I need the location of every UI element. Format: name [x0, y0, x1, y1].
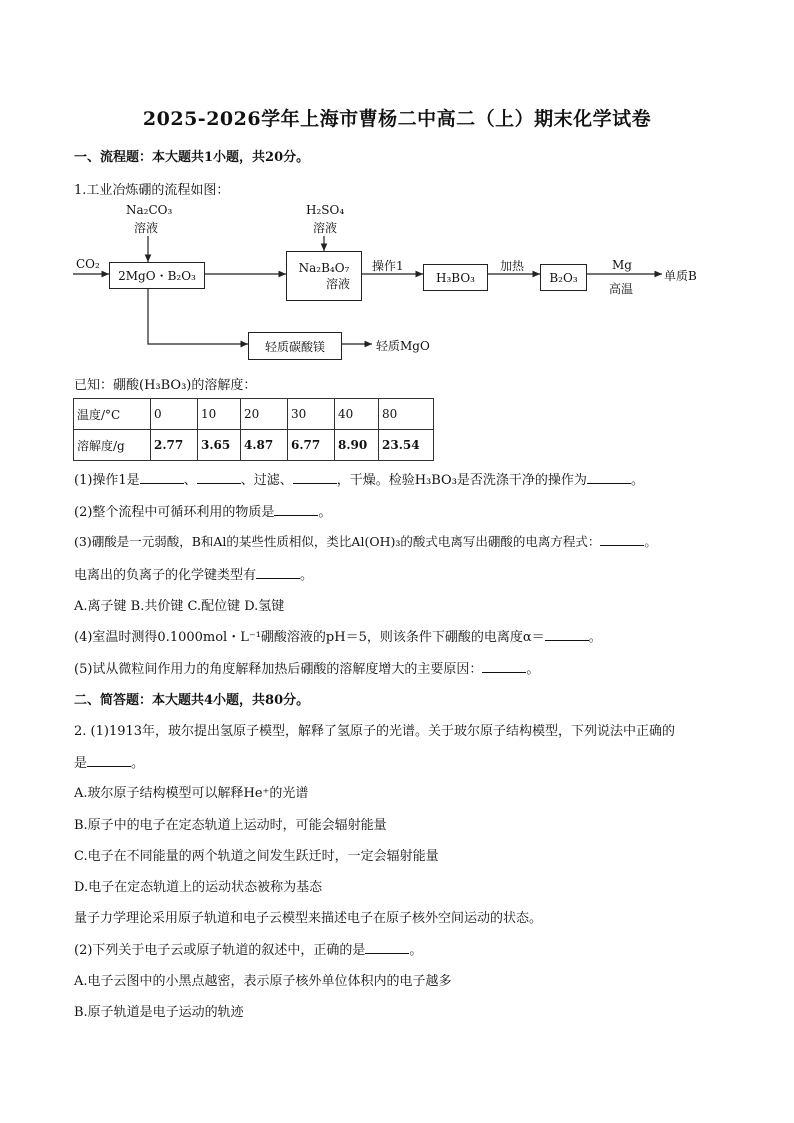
- input-co2: CO₂: [76, 257, 100, 271]
- table-cell: 溶解度/g: [74, 430, 151, 461]
- page-title: 2025-2026学年上海市曹杨二中高二（上）期末化学试卷: [142, 108, 652, 130]
- answer-blank[interactable]: [256, 566, 300, 579]
- known-text: 已知：硼酸(H₃BO₃)的溶解度：: [74, 378, 257, 393]
- text: (1)操作1是: [74, 473, 140, 488]
- table-row: [74, 430, 434, 461]
- table-cell: 80: [379, 399, 434, 430]
- text: 是: [74, 756, 88, 771]
- q2-option-b: B.原子中的电子在定态轨道上运动时，可能会辐射能量: [74, 818, 387, 833]
- box-b2o3-label: B₂O₃: [549, 270, 578, 285]
- table-cell: 10: [198, 399, 241, 430]
- label-heat: 加热: [500, 259, 525, 273]
- q1-part3: [74, 532, 657, 550]
- reagent-h2so4-formula: H₂SO₄: [306, 203, 345, 217]
- answer-blank[interactable]: [87, 754, 131, 767]
- answer-blank[interactable]: [600, 533, 644, 546]
- solubility-table: [73, 398, 434, 461]
- text: 。: [630, 473, 644, 488]
- table-cell: 4.87: [241, 430, 288, 461]
- q1-part3-options: A.离子键 B.共价键 C.配位键 D.氢键: [74, 599, 285, 614]
- table-cell: 3.65: [198, 430, 241, 461]
- q1-part5: [74, 658, 539, 677]
- box-b2o3: [540, 264, 587, 291]
- table-cell: 40: [335, 399, 379, 430]
- answer-blank[interactable]: [274, 503, 318, 516]
- text: (5)试从微粒间作用力的角度解释加热后硼酸的溶解度增大的主要原因：: [74, 662, 483, 677]
- table-cell: 0: [151, 399, 198, 430]
- text: ，干燥。检验H₃BO₃是否洗涤干净的操作为: [336, 473, 587, 488]
- text: 。: [644, 534, 657, 549]
- product-boron: 单质B: [664, 269, 697, 283]
- answer-blank[interactable]: [293, 471, 337, 484]
- table-cell: 6.77: [288, 430, 335, 461]
- question1-intro: 1.工业冶炼硼的流程如图：: [74, 183, 230, 198]
- answer-blank[interactable]: [587, 471, 631, 484]
- reagent-na2co3-state: 溶液: [134, 221, 159, 235]
- box-borax-formula: Na₂B₄O₇: [298, 260, 350, 275]
- q1-part2: [74, 501, 331, 520]
- box-light-mgco3-label: 轻质碳酸镁: [264, 339, 325, 354]
- table-cell: 23.54: [379, 430, 434, 461]
- q1-part3-bond: [74, 564, 313, 583]
- text: (3)硼酸是一元弱酸，B和Al的某些性质相似，类比Al(OH)₃的酸式电离写出硼酸的电离方程式：: [74, 534, 601, 549]
- label-high-temp: 高温: [609, 282, 634, 296]
- text: (4)室温时测得0.1000mol・L⁻¹硼酸溶液的pH＝5，则该条件下硼酸的电离度α＝: [74, 630, 545, 645]
- text: 。: [318, 505, 332, 520]
- q2-paragraph: 量子力学理论采用原子轨道和电子云模型来描述电子在原子核外空间运动的状态。: [74, 911, 543, 926]
- reagent-h2so4-state: 溶液: [313, 221, 338, 235]
- q2-part2-option-a: A.电子云图中的小黑点越密，表示原子核外单位体积内的电子越多: [74, 974, 452, 989]
- label-op1: 操作1: [372, 259, 404, 273]
- box-light-mgco3: [248, 332, 342, 360]
- text: 。: [409, 943, 423, 958]
- box-borax-solution: [286, 251, 362, 301]
- q1-part1: [74, 469, 644, 488]
- text: 、: [183, 473, 197, 488]
- table-cell: 2.77: [151, 430, 198, 461]
- text: 。: [131, 756, 145, 771]
- answer-blank[interactable]: [365, 941, 409, 954]
- box-h3bo3: [423, 264, 488, 291]
- q2-part2-option-b: B.原子轨道是电子运动的轨迹: [74, 1005, 244, 1020]
- table-cell: 30: [288, 399, 335, 430]
- answer-blank[interactable]: [197, 471, 241, 484]
- reagent-na2co3-formula: Na₂CO₃: [126, 203, 173, 217]
- box-h3bo3-label: H₃BO₃: [436, 270, 475, 285]
- q2-line2: [74, 752, 144, 771]
- text: (2)下列关于电子云或原子轨道的叙述中，正确的是: [74, 943, 366, 958]
- q2-part2: [74, 939, 422, 958]
- box-mgo-b2o3: [109, 262, 205, 289]
- q2-line1: 2. (1)1913年，玻尔提出氢原子模型，解释了氢原子的光谱。关于玻尔原子结构模型，下列说法中正确的: [74, 724, 676, 739]
- answer-blank[interactable]: [140, 471, 184, 484]
- table-row: [74, 399, 434, 430]
- text: 、过滤、: [240, 473, 293, 488]
- arrow-branch-down: [148, 287, 248, 344]
- box-mgo-b2o3-label: 2MgO・B₂O₃: [118, 269, 196, 283]
- q1-part4: [74, 626, 602, 645]
- table-cell: 温度/°C: [74, 399, 151, 430]
- text: 。: [300, 568, 314, 583]
- text: (2)整个流程中可循环利用的物质是: [74, 505, 275, 520]
- section1-header: 一、流程题：本大题共1小题，共20分。: [74, 150, 310, 165]
- text: 电离出的负离子的化学键类型有: [74, 568, 257, 583]
- flow-diagram-arrows: [0, 0, 794, 380]
- text: 。: [588, 630, 602, 645]
- product-light-mgo: 轻质MgO: [376, 339, 430, 353]
- table-cell: 20: [241, 399, 288, 430]
- answer-blank[interactable]: [545, 628, 589, 641]
- q2-option-a: A.玻尔原子结构模型可以解释He⁺的光谱: [74, 786, 309, 801]
- q2-option-c: C.电子在不同能量的两个轨道之间发生跃迁时，一定会辐射能量: [74, 849, 439, 864]
- answer-blank[interactable]: [482, 660, 526, 673]
- q2-option-d: D.电子在定态轨道上的运动状态被称为基态: [74, 880, 323, 895]
- table-cell: 8.90: [335, 430, 379, 461]
- label-mg: Mg: [612, 258, 632, 272]
- box-borax-state: 溶液: [325, 276, 350, 291]
- section2-header: 二、简答题：本大题共4小题，共80分。: [74, 693, 310, 708]
- text: 。: [526, 662, 540, 677]
